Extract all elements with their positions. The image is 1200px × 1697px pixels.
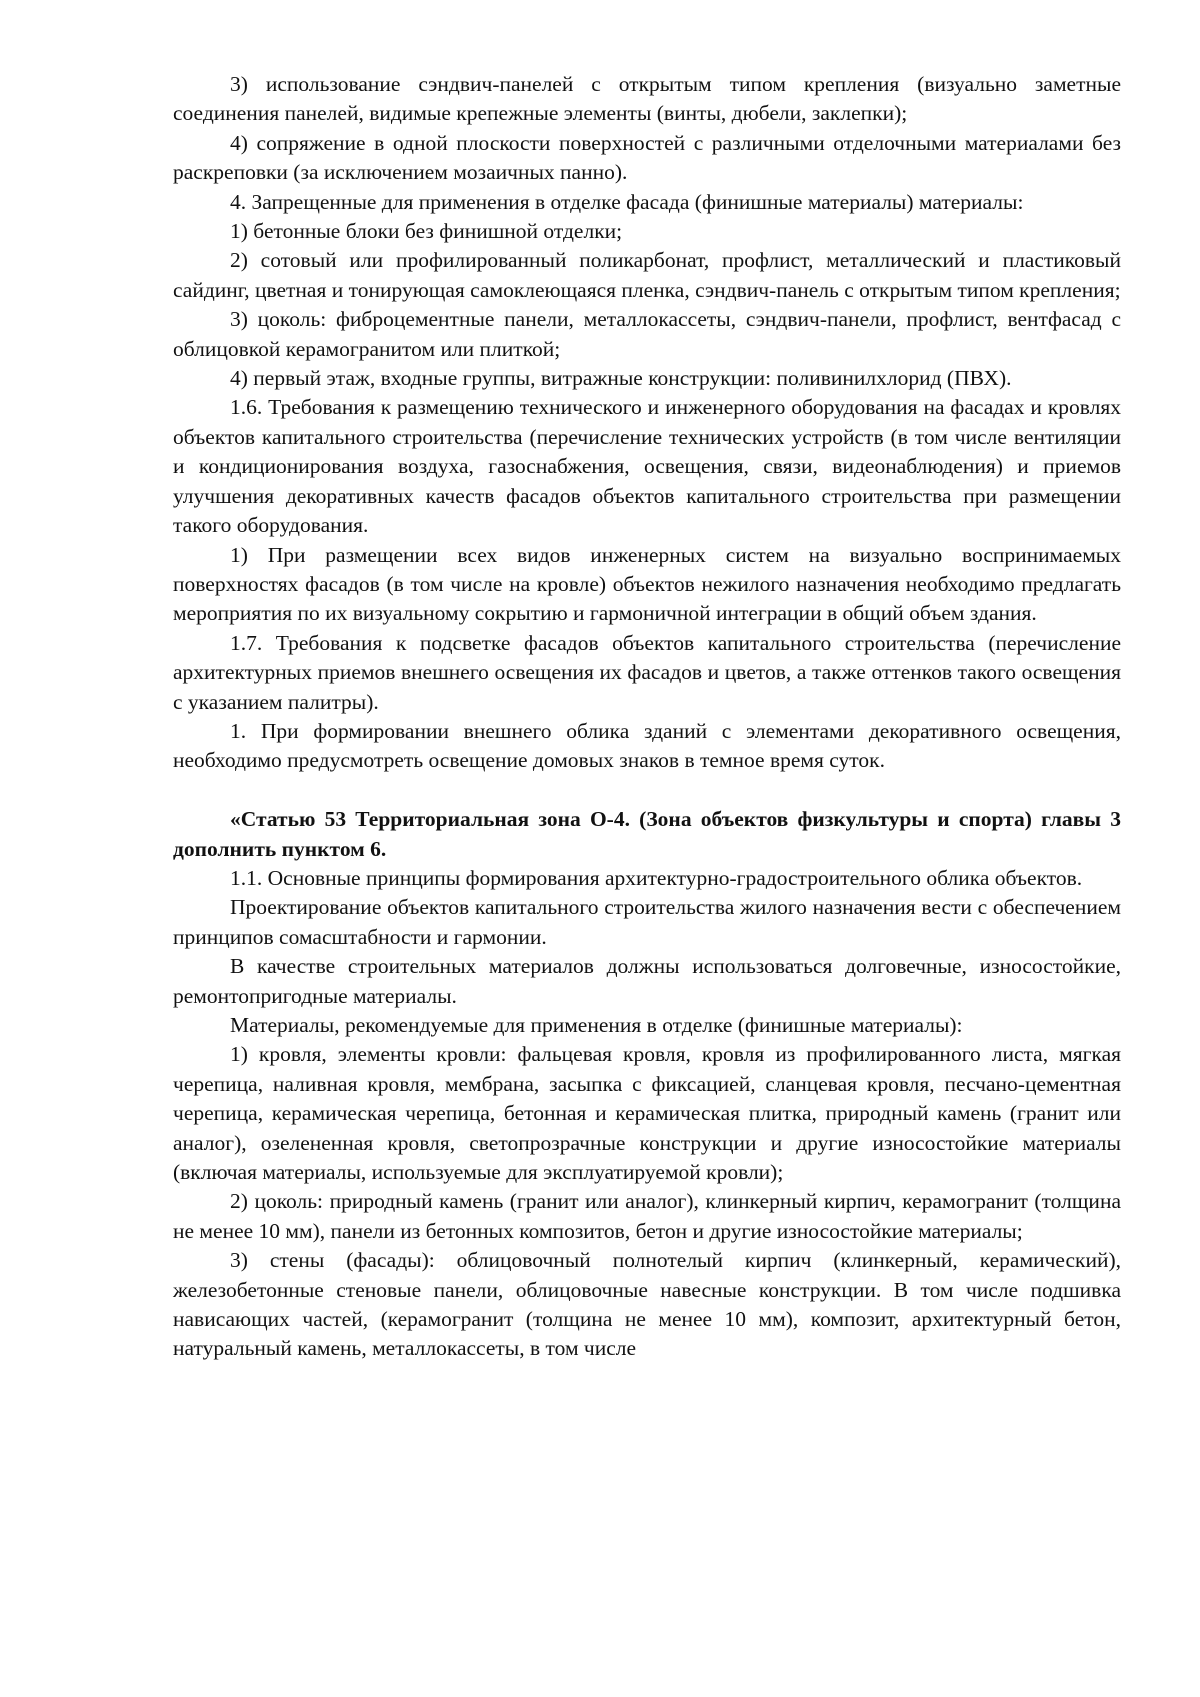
paragraph: 1.1. Основные принципы формирования архитектурно-градостроительного облика объектов. [230,865,1083,890]
paragraph: 4. Запрещенные для применения в отделке фасада (финишные материалы) материалы: [230,189,1024,214]
section-heading: «Статью 53 Территориальная зона О-4. (Зона объектов физкультуры и спорта) главы 3 дополнить пунктом 6. [173,807,1121,861]
paragraph: 2) цоколь: природный камень (гранит или аналог), клинкерный кирпич, керамогранит (толщина не менее 10 мм), панели из бетонных композитов, бетон и другие износостойкие материалы; [173,1189,1121,1243]
paragraph: Проектирование объектов капитального строительства жилого назначения вести с обеспечением принципов сомасштабности и гармонии. [173,895,1121,949]
paragraph: 3) цоколь: фиброцементные панели, металлокассеты, сэндвич-панели, профлист, вентфасад с облицовкой керамогранитом или плиткой; [173,307,1121,361]
paragraph: 4) первый этаж, входные группы, витражные конструкции: поливинилхлорид (ПВХ). [230,366,1012,391]
paragraph: 3) стены (фасады): облицовочный полнотелый кирпич (клинкерный, керамический), железобетонные стеновые панели, облицовочные навесные конструкции. В том числе подшивка нависающих частей, (керамогранит (толщина не менее 10 мм), композит, архитектурный бетон, натуральный камень, металлокассеты, в том числе [173,1248,1121,1361]
paragraph: 1) кровля, элементы кровли: фальцевая кровля, кровля из профилированного листа, мягкая черепица, наливная кровля, мембрана, засыпка с фиксацией, сланцевая кровля, песчано-цементная черепица, керамическая черепица, бетонная и керамическая плитка, природный камень (гранит или аналог), озелененная кровля, светопрозрачные конструкции и другие износостойкие материалы (включая материалы, используемые для эксплуатируемой кровли); [173,1042,1121,1185]
paragraph: В качестве строительных материалов должны использоваться долговечные, износостойкие, ремонтопригодные материалы. [173,954,1121,1008]
paragraph-spacer [173,776,1121,805]
paragraph: 4) сопряжение в одной плоскости поверхностей с различными отделочными материалами без раскреповки (за исключением мозаичных панно). [173,130,1121,185]
document-page [173,70,1121,1364]
paragraph: 1. При формировании внешнего облика зданий с элементами декоративного освещения, необходимо предусмотреть освещение домовых знаков в темное время суток. [173,718,1121,773]
paragraph: 1) бетонные блоки без финишной отделки; [230,219,623,244]
paragraph: 3) использование сэндвич-панелей с открытым типом крепления (визуально заметные соединения панелей, видимые крепежные элементы (винты, дюбели, заклепки); [173,72,1121,126]
paragraph: 1.7. Требования к подсветке фасадов объектов капитального строительства (перечисление архитектурных приемов внешнего освещения их фасадов и цветов, а также оттенков такого освещения с указанием палитры). [173,630,1121,714]
paragraph: Материалы, рекомендуемые для применения в отделке (финишные материалы): [230,1012,963,1037]
paragraph: 2) сотовый или профилированный поликарбонат, профлист, металлический и пластиковый сайдинг, цветная и тонирующая самоклеющаяся пленка, сэндвич-панель с открытым типом крепления; [173,248,1121,302]
paragraph: 1) При размещении всех видов инженерных систем на визуально воспринимаемых поверхностях фасадов (в том числе на кровле) объектов нежилого назначения необходимо предлагать мероприятия по их визуальному сокрытию и гармоничной интеграции в общий объем здания. [173,542,1121,626]
paragraph: 1.6. Требования к размещению технического и инженерного оборудования на фасадах и кровлях объектов капитального строительства (перечисление технических устройств (в том числе вентиляции и кондиционирования воздуха, газоснабжения, освещения, связи, видеонаблюдения) и приемов улучшения декоративных качеств фасадов объектов капитального строительства при размещении такого оборудования. [173,395,1121,538]
